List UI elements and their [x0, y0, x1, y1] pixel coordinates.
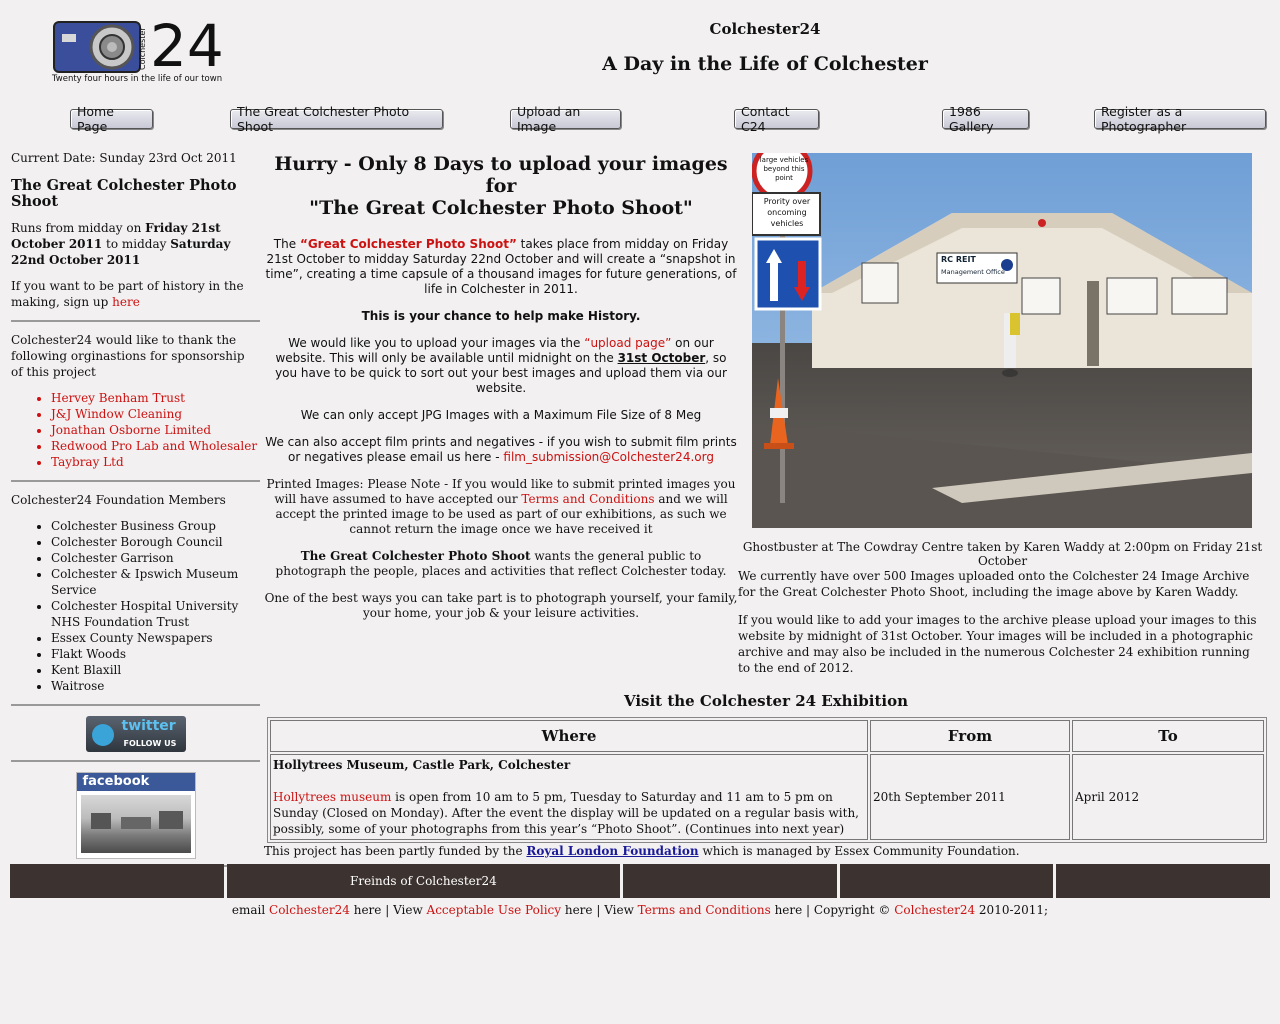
footer-here: here: [561, 903, 593, 917]
archive-paragraph: We currently have over 500 Images uploaded onto the Colchester 24 Image Archive for the Great Colchester Photo Shoot, including the image above by Karen Waddy.: [738, 569, 1250, 599]
nav-register-button[interactable]: Register as a Photographer: [1094, 109, 1266, 129]
main-heading-line2: "The Great Colchester Photo Shoot": [309, 197, 693, 219]
runs-to: Saturday 22nd October 2011: [11, 237, 231, 267]
friends-link[interactable]: Freinds of Colchester24: [227, 864, 621, 898]
member-item: • Colchester & Ipswich Museum Service: [51, 566, 260, 598]
p1-pre: The: [273, 237, 300, 251]
p3-pre: We would like you to upload your images via the: [288, 336, 585, 350]
footer-here: here: [770, 903, 803, 917]
venue-description: is open from 10 am to 5 pm, Tuesday to Saturday and 11 am to 5 pm on Sunday (Closed on Monday). After the event the display will be updated on a regular basis with, possibly, some of your photographs from this year’s “Photo Shoot”. (Continues into next year): [273, 790, 859, 836]
twitter-follow-text: FOLLOW US: [123, 739, 177, 748]
member-item: • Waitrose: [51, 678, 260, 694]
twitter-follow-button[interactable]: [86, 716, 186, 752]
funded-post: which is managed by Essex Community Foundation.: [698, 844, 1020, 858]
p3-post: , so you have to be quick to sort out your best images and upload them via our website.: [275, 351, 727, 395]
funded-pre: This project has been partly funded by the: [264, 844, 527, 858]
office-sign-text: Management Office: [941, 268, 1005, 276]
p7-post: wants the general public to photograph the people, places and activities that reflect Colchester today.: [275, 549, 727, 578]
sponsor-list: [11, 390, 260, 470]
main-content: [264, 153, 738, 633]
member-item: • Colchester Garrison: [51, 550, 260, 566]
footer-nav-bar: [10, 864, 1270, 898]
from-cell: 20th September 2011: [870, 754, 1070, 840]
footer-sep: | View: [592, 903, 638, 917]
runs-mid: to midday: [102, 237, 171, 251]
member-item: • Colchester Business Group: [51, 518, 260, 534]
film-email-link[interactable]: film_submission@Colchester24.org: [503, 450, 714, 464]
members-heading: Colchester24 Foundation Members: [11, 493, 226, 507]
facebook-photo-thumbnail: [81, 795, 191, 853]
history-text: [11, 278, 260, 310]
main-heading: [264, 153, 738, 219]
divider: [11, 760, 260, 762]
take-part-paragraph: One of the best ways you can take part is to photograph yourself, your family, your home, your job & your leisure activities.: [264, 591, 738, 620]
venue-cell: [270, 754, 868, 840]
site-tagline: A Day in the Life of Colchester: [602, 53, 928, 75]
member-item: • Flakt Woods: [51, 646, 260, 662]
archive-info: [738, 568, 1262, 688]
table-row: [270, 754, 1264, 840]
twitter-bird-icon: [92, 724, 114, 746]
sponsor-link[interactable]: • Hervey Benham Trust: [51, 390, 260, 406]
column-header-where: Where: [270, 720, 868, 752]
logo-vertical-text: Colchester: [138, 27, 147, 70]
intro-paragraph: [264, 237, 738, 297]
left-sidebar: [11, 150, 260, 877]
funding-note: [264, 844, 1020, 858]
royal-london-link[interactable]: Royal London Foundation: [526, 844, 699, 858]
footer-bar-cell: [1056, 864, 1270, 898]
footer-sep: | View: [381, 903, 427, 917]
p3-mid: on our website. This will only be available until midnight on the: [275, 336, 714, 365]
nav-contact-button[interactable]: Contact C24: [734, 109, 819, 129]
p6-post: and we will accept the printed image to be used as part of our exhibitions, as such we cannot return the image once we have received it: [275, 492, 728, 536]
member-item: • Essex County Newspapers: [51, 630, 260, 646]
exhibition-table: [267, 717, 1267, 843]
footer-bar-cell: [10, 864, 224, 898]
facebook-badge[interactable]: [76, 772, 196, 859]
photo-shoot-link[interactable]: “Great Colchester Photo Shoot”: [299, 237, 517, 251]
site-title: Colchester24: [709, 20, 821, 38]
member-item: • Colchester Borough Council: [51, 534, 260, 550]
footer-email-pre: email: [231, 903, 270, 917]
history-callout-text: This is your chance to help make History.: [361, 309, 641, 323]
p1-post: takes place from midday on Friday 21st October to midday Saturday 22nd October and will create a “snapshot in time”, creating a time capsule of a thousand images for future generations, of life in Colchester in 2011.: [265, 237, 737, 296]
sponsor-link[interactable]: • Redwood Pro Lab and Wholesaler: [51, 438, 260, 454]
sponsor-link[interactable]: • Jonathan Osborne Limited: [51, 422, 260, 438]
sidebar-heading: The Great Colchester Photo Shoot: [11, 177, 237, 210]
runs-from: Friday 21st October 2011: [11, 221, 221, 251]
footer-links: [0, 903, 1280, 917]
sign-top-text: large vehicles beyond this point: [759, 156, 809, 182]
nav-gallery-button[interactable]: 1986 Gallery: [942, 109, 1029, 129]
footer-here: here: [349, 903, 382, 917]
member-item: • Kent Blaxill: [51, 662, 260, 678]
to-cell: April 2012: [1072, 754, 1264, 840]
terms-link[interactable]: Terms and Conditions: [521, 492, 655, 506]
p7-bold: The Great Colchester Photo Shoot: [300, 549, 531, 563]
p5-pre: We can also accept film prints and negatives - if you wish to submit film prints or negatives please email us here -: [265, 435, 737, 464]
footer-copyright: | Copyright ©: [802, 903, 895, 917]
footer-terms-link[interactable]: Terms and Conditions: [637, 903, 771, 917]
facebook-word: facebook: [77, 773, 195, 791]
divider: [11, 320, 260, 322]
main-heading-line1: Hurry - Only 8 Days to upload your images for: [274, 153, 728, 197]
current-date: Current Date: Sunday 23rd Oct 2011: [11, 151, 237, 165]
thanks-text: Colchester24 would like to thank the following orginastions for sponsorship of this project: [11, 333, 245, 379]
divider: [11, 704, 260, 706]
file-size-note: We can only accept JPG Images with a Maximum File Size of 8 Meg: [300, 408, 702, 422]
p6-pre: Printed Images: Please Note - If you would like to submit printed images you will have assumed to have accepted our: [266, 477, 736, 506]
footer-email-link[interactable]: Colchester24: [269, 903, 350, 917]
runs-pre: Runs from midday on: [11, 221, 146, 235]
printed-images-note: [264, 477, 738, 537]
upload-paragraph: [264, 336, 738, 396]
column-header-from: From: [870, 720, 1070, 752]
footer-bar-cell: [840, 864, 1054, 898]
sign-priority-text: Prority over oncoming vehicles: [763, 197, 811, 228]
nav-photo-shoot-button[interactable]: The Great Colchester Photo Shoot: [230, 109, 443, 129]
acceptable-use-link[interactable]: Acceptable Use Policy: [426, 903, 562, 917]
sponsor-link[interactable]: • Taybray Ltd: [51, 454, 260, 470]
archive-deadline-paragraph: If you would like to add your images to the archive please upload your images to this website by midnight of 31st October. Your images will be included in a photographic archive and may also be included in the numerous Colchester 24 exhibition running to the end of 2012.: [738, 613, 1257, 675]
divider: [11, 480, 260, 482]
film-paragraph: [264, 435, 738, 465]
column-header-to: To: [1072, 720, 1264, 752]
nav-upload-button[interactable]: Upload an Image: [510, 109, 621, 129]
footer-bar-cell: [623, 864, 837, 898]
footer-years: 2010-2011;: [975, 903, 1049, 917]
exhibition-title: Visit the Colchester 24 Exhibition: [623, 692, 909, 710]
venue-name: Hollytrees Museum, Castle Park, Colchester: [273, 758, 571, 772]
footer-c24-link[interactable]: Colchester24: [894, 903, 976, 917]
runs-text: [11, 220, 260, 268]
featured-photo: [752, 153, 1252, 528]
office-sign-brand: RC REIT: [941, 255, 976, 264]
public-paragraph: [264, 549, 738, 579]
deadline-date: 31st October: [617, 351, 706, 365]
member-item: • Colchester Hospital University NHS Foundation Trust: [51, 598, 260, 630]
hollytrees-link[interactable]: Hollytrees museum: [273, 790, 392, 804]
history-pre: If you want to be part of history in the making, sign up: [11, 279, 244, 309]
upload-page-link[interactable]: “upload page”: [584, 336, 672, 350]
sponsor-link[interactable]: • J&J Window Cleaning: [51, 406, 260, 422]
twitter-word: twitter: [121, 718, 176, 734]
member-list: [11, 518, 260, 694]
site-logo[interactable]: [50, 12, 230, 88]
nav-home-button[interactable]: Home Page: [70, 109, 153, 129]
logo-tagline: Twenty four hours in the life of our town: [52, 74, 223, 84]
logo-number: 24: [150, 12, 224, 80]
history-callout: [264, 309, 738, 324]
signup-here-link[interactable]: here: [112, 295, 140, 309]
photo-caption: Ghostbuster at The Cowdray Centre taken by Karen Waddy at 2:00pm on Friday 21st October: [742, 540, 1263, 568]
